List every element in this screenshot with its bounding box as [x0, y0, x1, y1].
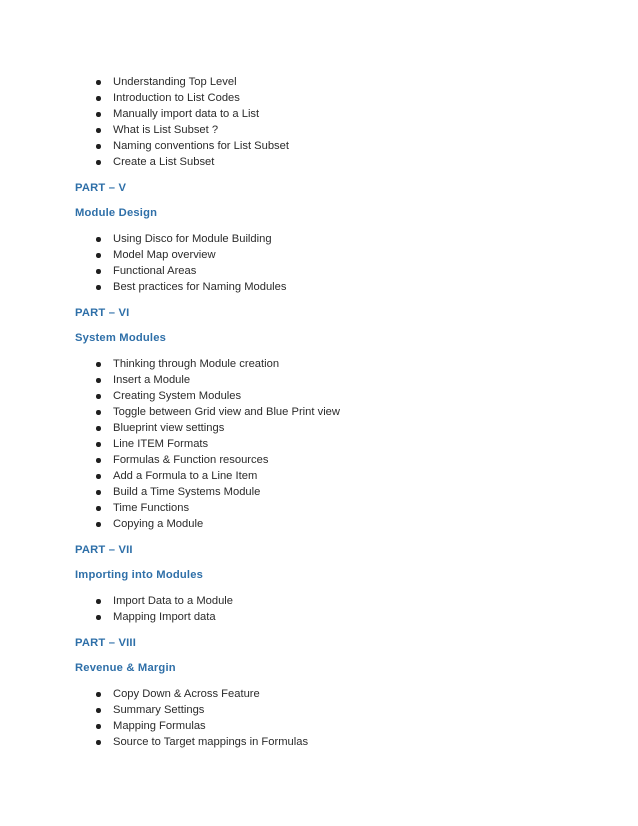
bullet-icon [96, 160, 101, 165]
list-item [96, 404, 595, 420]
bullet-icon [96, 708, 101, 713]
list-item-text: Introduction to List Codes [113, 92, 240, 104]
bullet-icon [96, 285, 101, 290]
list-item-text: Insert a Module [113, 374, 191, 386]
list-item [96, 420, 595, 436]
bullet-icon [96, 615, 101, 620]
list-item-text: Using Disco for Module Building [113, 233, 272, 245]
list-item [96, 106, 595, 122]
list-item-text: Formulas & Function resources [113, 454, 269, 466]
list-item [96, 154, 595, 170]
bullet-icon [96, 96, 101, 101]
list-item [96, 74, 595, 90]
bullet-icon [96, 144, 101, 149]
list-item-text: Source to Target mappings in Formulas [113, 736, 309, 748]
list-item [96, 231, 595, 247]
list-item [96, 90, 595, 106]
bullet-icon [96, 128, 101, 133]
bullet-icon [96, 269, 101, 274]
list-item-text: Thinking through Module creation [113, 358, 280, 370]
list-item-text: Time Functions [113, 502, 190, 514]
list-item [96, 609, 595, 625]
list-item-text: Creating System Modules [113, 390, 242, 402]
list-item [96, 484, 595, 500]
list-item-text: Manually import data to a List [113, 108, 260, 120]
list-item-text: Understanding Top Level [113, 76, 237, 88]
list-item-text: Functional Areas [113, 265, 197, 277]
list-item [96, 263, 595, 279]
bullet-icon [96, 426, 101, 431]
list-item [96, 452, 595, 468]
list-item-text: Mapping Formulas [113, 720, 206, 732]
list-item [96, 468, 595, 484]
bullet-icon [96, 740, 101, 745]
bullet-icon [96, 378, 101, 383]
section-title: Module Design [75, 207, 158, 219]
bullet-icon [96, 692, 101, 697]
list-item [96, 516, 595, 532]
list-item [96, 247, 595, 263]
list-item-text: Summary Settings [113, 704, 205, 716]
bullet-list [75, 356, 595, 532]
list-item-text: Model Map overview [113, 249, 216, 261]
bullet-list [75, 686, 595, 750]
list-item-text: Build a Time Systems Module [113, 486, 261, 498]
list-item-text: Copying a Module [113, 518, 204, 530]
list-item [96, 500, 595, 516]
bullet-list [75, 231, 595, 295]
list-item-text: Naming conventions for List Subset [113, 140, 289, 152]
bullet-list [75, 74, 595, 170]
bullet-icon [96, 410, 101, 415]
bullet-icon [96, 253, 101, 258]
list-item-text: Add a Formula to a Line Item [113, 470, 258, 482]
list-item [96, 734, 595, 750]
bullet-icon [96, 506, 101, 511]
section-title: Importing into Modules [75, 569, 204, 581]
bullet-icon [96, 362, 101, 367]
bullet-icon [96, 237, 101, 242]
bullet-icon [96, 474, 101, 479]
bullet-icon [96, 724, 101, 729]
document-content [75, 74, 595, 750]
list-item-text: Line ITEM Formats [113, 438, 209, 450]
bullet-icon [96, 80, 101, 85]
bullet-icon [96, 112, 101, 117]
list-item [96, 279, 595, 295]
part-heading: PART – V [75, 182, 127, 194]
list-item-text: Toggle between Grid view and Blue Print view [113, 406, 340, 418]
list-item-text: Blueprint view settings [113, 422, 225, 434]
bullet-list [75, 593, 595, 625]
part-heading: PART – VIII [75, 637, 137, 649]
bullet-icon [96, 442, 101, 447]
list-item [96, 388, 595, 404]
part-heading: PART – VI [75, 307, 130, 319]
list-item [96, 356, 595, 372]
list-item-text: Create a List Subset [113, 156, 215, 168]
bullet-icon [96, 394, 101, 399]
list-item [96, 718, 595, 734]
part-heading: PART – VII [75, 544, 133, 556]
bullet-icon [96, 458, 101, 463]
list-item [96, 702, 595, 718]
section-title: System Modules [75, 332, 167, 344]
list-item [96, 436, 595, 452]
list-item-text: What is List Subset ? [113, 124, 219, 136]
list-item [96, 372, 595, 388]
list-item [96, 686, 595, 702]
bullet-icon [96, 599, 101, 604]
list-item [96, 138, 595, 154]
bullet-icon [96, 522, 101, 527]
list-item [96, 593, 595, 609]
bullet-icon [96, 490, 101, 495]
list-item-text: Import Data to a Module [113, 595, 234, 607]
list-item-text: Mapping Import data [113, 611, 216, 623]
section-title: Revenue & Margin [75, 662, 176, 674]
list-item-text: Copy Down & Across Feature [113, 688, 260, 700]
list-item [96, 122, 595, 138]
list-item-text: Best practices for Naming Modules [113, 281, 287, 293]
